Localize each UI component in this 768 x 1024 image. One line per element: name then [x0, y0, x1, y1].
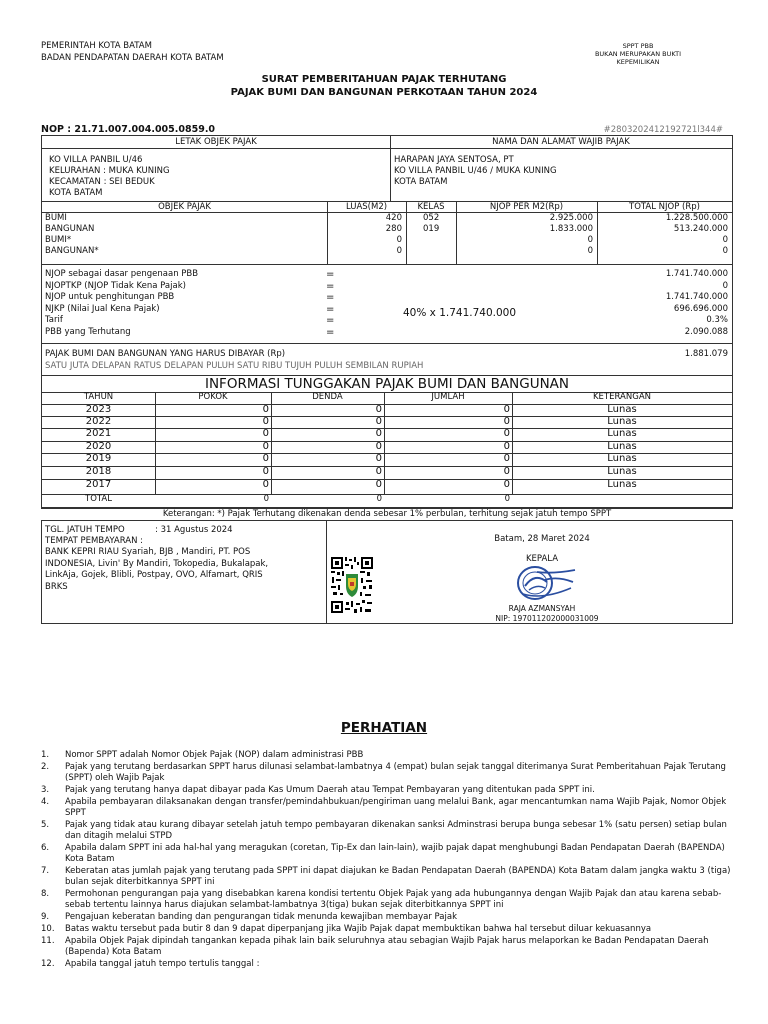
issuer-gov: PEMERINTAH KOTA BATAM — [41, 41, 152, 51]
notice-number: 12. — [41, 959, 55, 969]
col-header: LUAS(M2) — [345, 202, 388, 212]
total-label: TOTAL — [85, 494, 112, 504]
arrears-col-header: TAHUN — [83, 392, 114, 402]
object-address-line: KELURAHAN : MUKA KUNING — [49, 166, 170, 176]
arrears-pokok: 0 — [262, 453, 269, 464]
payable-section — [41, 343, 733, 376]
notice-text: Pengajuan keberatan banding dan pengurangan tidak menunda kewajiban membayar Pajak — [65, 912, 458, 922]
notice-text: Nomor SPPT adalah Nomor Objek Pajak (NOP) dalam administrasi PBB — [65, 750, 364, 760]
payable-label: PAJAK BUMI DAN BANGUNAN YANG HARUS DIBAYAR (Rp) — [45, 349, 286, 359]
notice-text: Apabila dalam SPPT ini ada hal-hal yang meragukan (coretan, Tip-Ex dan lain-lain), wajib pajak dapat menghubungi Badan Pendapatan Daerah (BAPENDA) Kota Batam — [65, 843, 725, 864]
object-njop-m2: 0 — [587, 235, 593, 245]
notice-number: 2. — [41, 762, 50, 772]
calc-label: NJKP (Nilai Jual Kena Pajak) — [45, 303, 160, 314]
due-date-label: TGL. JATUH TEMPO — [45, 525, 125, 535]
arrears-status: Lunas — [607, 479, 637, 490]
arrears-status: Lunas — [607, 466, 637, 477]
arrears-denda: 0 — [375, 466, 382, 477]
arrears-col-header: KETERANGAN — [592, 392, 651, 402]
notice-text: Batas waktu tersebut pada butir 8 dan 9 dapat diperpanjang jika Wajib Pajak dapat membuktikan bahwa hal tersebut diluar kekuasannya — [65, 924, 652, 934]
notice-title: PERHATIAN — [340, 720, 428, 736]
doc-type: SPPT PBB — [622, 42, 654, 50]
calc-value: 696.696.000 — [673, 303, 728, 314]
equals-sign: = — [326, 269, 335, 280]
object-name: BANGUNAN* — [45, 246, 99, 256]
calc-equals — [326, 269, 334, 338]
object-luas: 420 — [385, 213, 402, 223]
object-njop-m2: 2.925.000 — [549, 213, 593, 223]
notice-item — [41, 797, 731, 819]
col-header: TOTAL NJOP (Rp) — [629, 202, 700, 212]
barcode-text: #2803202412192721l344# — [603, 125, 723, 135]
notice-item — [41, 866, 731, 888]
notice-text: Pajak yang tidak atau kurang dibayar setelah jatuh tempo pembayaran dikenakan sanksi Adminstrasi berupa bunga sebesar 1% (satu persen) setiap bulan dan ditagih melalui STPD — [65, 820, 727, 841]
payment-place-line: LinkAja, Gojek, Blibli, Postpay, OVO, Alfamart, QRIS — [45, 570, 263, 580]
arrears-pokok: 0 — [262, 479, 269, 490]
official-nip: NIP: 197011202000031009 — [495, 614, 599, 623]
object-njop-m2: 1.833.000 — [549, 224, 593, 234]
arrears-col-header: DENDA — [312, 392, 343, 402]
object-kelas: 019 — [423, 224, 440, 234]
calc-value: 0 — [722, 280, 728, 291]
arrears-jumlah: 0 — [503, 416, 510, 427]
object-table — [41, 201, 733, 265]
issuer-block — [41, 40, 224, 64]
calc-value: 1.741.740.000 — [665, 269, 728, 279]
arrears-status: Lunas — [607, 441, 637, 452]
arrears-year: 2020 — [85, 441, 112, 452]
notice-item — [41, 843, 731, 865]
notice-item — [41, 820, 731, 842]
equals-sign: = — [326, 292, 335, 303]
arrears-title: INFORMASI TUNGGAKAN PAJAK BUMI DAN BANGUNAN — [204, 376, 570, 392]
calc-label: NJOP untuk penghitungan PBB — [45, 292, 175, 302]
object-address-line: KOTA BATAM — [49, 188, 103, 198]
arrears-pokok: 0 — [262, 416, 269, 427]
taxpayer-line: KOTA BATAM — [394, 177, 448, 187]
document-subtitle: PAJAK BUMI DAN BANGUNAN PERKOTAAN TAHUN 2024 — [230, 87, 538, 98]
arrears-pokok: 0 — [262, 466, 269, 477]
object-address-line: KECAMATAN : SEI BEDUK — [49, 177, 155, 187]
arrears-jumlah: 0 — [503, 479, 510, 490]
notice-number: 6. — [41, 843, 50, 853]
object-name: BANGUNAN — [45, 224, 95, 234]
issuer-agency: BADAN PENDAPATAN DAERAH KOTA BATAM — [41, 53, 224, 63]
arrears-year: 2017 — [85, 479, 112, 490]
notice-number: 5. — [41, 820, 50, 830]
notice-text: Apabila Objek Pajak dipindah tangankan kepada pihak lain baik seluruhnya atau sebagian Wajib Pajak harus melaporkan ke Badan Pendapatan Daerah (Bapenda) Kota Batam — [65, 936, 709, 957]
payment-place-line: BRKS — [45, 581, 68, 592]
official-position: KEPALA — [525, 554, 559, 564]
calc-values — [597, 269, 728, 338]
arrears-col-header: JUMLAH — [431, 392, 465, 402]
notice-text: Apabila tanggal jatuh tempo tertulis tanggal : — [65, 959, 260, 969]
object-total: 513.240.000 — [673, 224, 728, 234]
qr-code-icon — [330, 556, 374, 614]
notice-number: 9. — [41, 912, 50, 922]
total-denda: 0 — [376, 494, 382, 504]
location-section — [41, 135, 733, 202]
object-address-line: KO VILLA PANBIL U/46 — [49, 155, 143, 165]
notice-item — [41, 936, 731, 958]
payable-in-words: SATU JUTA DELAPAN RATUS DELAPAN PULUH SATU RIBU TUJUH PULUH SEMBILAN RUPIAH — [45, 361, 424, 371]
arrears-status: Lunas — [607, 416, 637, 427]
taxpayer-address — [394, 155, 557, 188]
arrears-year: 2019 — [85, 453, 112, 464]
notice-text: Pajak yang terutang hanya dapat dibayar pada Kas Umum Daerah atau Tempat Pembayaran yang ditentukan pada SPPT ini. — [65, 785, 595, 795]
notice-text: Keberatan atas jumlah pajak yang terutang pada SPPT ini dapat diajukan ke Badan Pendapatan Daerah (BAPENDA) Kota Batam dalam jangka waktu 3 (tiga) bulan sejak diterbitkannya SPPT ini — [65, 866, 731, 887]
taxpayer-line: KO VILLA PANBIL U/46 / MUKA KUNING — [394, 166, 557, 176]
object-total: 0 — [722, 246, 728, 256]
official-stamp-icon — [515, 564, 579, 602]
notice-list — [41, 750, 731, 971]
object-luas: 0 — [396, 235, 402, 245]
calc-labels — [45, 269, 198, 338]
notice-number: 11. — [41, 936, 55, 946]
object-name: BUMI* — [45, 235, 72, 245]
arrears-pokok: 0 — [262, 404, 269, 415]
equals-sign: = — [326, 280, 335, 292]
nop-number: NOP : 21.71.007.004.005.0859.0 — [41, 124, 216, 135]
calc-label: NJOPTKP (NJOP Tidak Kena Pajak) — [45, 280, 186, 291]
equals-sign: = — [326, 303, 335, 315]
arrears-jumlah: 0 — [503, 441, 510, 452]
arrears-jumlah: 0 — [503, 466, 510, 477]
calc-value: 0.3% — [706, 315, 728, 325]
notice-item — [41, 924, 731, 935]
notice-number: 7. — [41, 866, 50, 876]
notice-item — [41, 959, 731, 970]
arrears-jumlah: 0 — [503, 404, 510, 415]
payment-place-label: TEMPAT PEMBAYARAN : — [45, 536, 143, 546]
arrears-jumlah: 0 — [503, 428, 510, 439]
notice-text: Apabila pembayaran dilaksanakan dengan transfer/pemindahbukuan/pengiriman uang melalui Bank, agar mencantumkan nama Wajib Pajak, Nomor Objek SPPT — [65, 797, 727, 818]
object-location-header: LETAK OBJEK PAJAK — [175, 137, 257, 147]
col-header: KELAS — [417, 202, 445, 212]
arrears-status: Lunas — [607, 453, 637, 464]
arrears-year: 2018 — [85, 466, 112, 477]
object-total: 0 — [722, 235, 728, 245]
city-date: Batam, 28 Maret 2024 — [494, 534, 590, 544]
col-header: OBJEK PAJAK — [158, 202, 211, 212]
notice-number: 4. — [41, 797, 50, 807]
arrears-denda: 0 — [375, 441, 382, 452]
col-header: NJOP PER M2(Rp) — [489, 202, 564, 212]
due-date-value: : 31 Agustus 2024 — [155, 525, 233, 535]
total-jumlah: 0 — [504, 494, 510, 504]
object-name: BUMI — [45, 213, 67, 223]
payment-place-line: BANK KEPRI RIAU Syariah, BJB , Mandiri, PT. POS — [45, 547, 251, 557]
notice-item — [41, 912, 731, 923]
taxpayer-line: HARAPAN JAYA SENTOSA, PT — [394, 155, 514, 165]
arrears-col-header: POKOK — [198, 392, 228, 402]
arrears-denda: 0 — [375, 404, 382, 415]
document-title: SURAT PEMBERITAHUAN PAJAK TERHUTANG — [261, 74, 507, 85]
object-address — [49, 155, 170, 199]
arrears-year: 2022 — [85, 416, 112, 427]
notice-number: 3. — [41, 785, 50, 795]
arrears-status: Lunas — [607, 404, 637, 415]
arrears-status: Lunas — [607, 428, 637, 439]
taxpayer-header: NAMA DAN ALAMAT WAJIB PAJAK — [492, 137, 630, 147]
official-name: RAJA AZMANSYAH — [508, 604, 576, 613]
notice-number: 10. — [41, 924, 55, 934]
arrears-denda: 0 — [375, 428, 382, 439]
notice-number: 1. — [41, 750, 50, 760]
penalty-note: Keterangan: *) Pajak Terhutang dikenakan denda sebesar 1% perbulan, terhitung sejak jatuh tempo SPPT — [162, 509, 612, 519]
arrears-denda: 0 — [375, 453, 382, 464]
object-luas: 0 — [396, 246, 402, 256]
njkp-formula: 40% x 1.741.740.000 — [403, 307, 517, 319]
arrears-year: 2021 — [85, 428, 112, 439]
object-njop-m2: 0 — [587, 246, 593, 256]
object-total: 1.228.500.000 — [665, 213, 728, 223]
payable-amount: 1.881.079 — [684, 349, 728, 359]
notice-item — [41, 785, 731, 796]
calc-value: 1.741.740.000 — [665, 292, 728, 302]
doc-note: BUKAN MERUPAKAN BUKTI KEPEMILIKAN — [594, 50, 682, 66]
notice-text: Permohonan pengurangan paja yang disebabkan karena kondisi tertentu Objek Pajak yang ada hubungannya dengan Wajib Pajak dan atau karena sebab- sebab tertentu lainnya harus diajukan selambat-lambatnya 3(tiga) bukan sejak diterbitkannya SPPT ini — [65, 889, 722, 910]
notice-number: 8. — [41, 889, 50, 899]
object-kelas: 052 — [423, 213, 440, 223]
footer-section — [41, 520, 733, 624]
equals-sign: = — [326, 315, 335, 326]
notice-item — [41, 762, 731, 784]
arrears-denda: 0 — [375, 416, 382, 427]
notice-item — [41, 750, 731, 761]
payment-places — [45, 547, 268, 593]
calc-label: Tarif — [45, 315, 63, 325]
payment-place-line: INDONESIA, Livin' By Mandiri, Tokopedia, Bukalapak, — [45, 558, 269, 569]
arrears-jumlah: 0 — [503, 453, 510, 464]
calc-label: NJOP sebagai dasar pengenaan PBB — [45, 269, 199, 279]
notice-item — [41, 889, 731, 911]
arrears-pokok: 0 — [262, 428, 269, 439]
calc-value: 2.090.088 — [684, 326, 728, 337]
total-pokok: 0 — [263, 494, 269, 504]
calculation-section — [41, 264, 733, 344]
arrears-section — [41, 375, 733, 509]
object-luas: 280 — [385, 224, 402, 234]
calc-label: PBB yang Terhutang — [45, 326, 131, 337]
notice-text: Pajak yang terutang berdasarkan SPPT harus dilunasi selambat-lambatnya 4 (empat) bulan sejak tanggal diterimanya Surat Pemberitahuan Pajak Terutang (SPPT) oleh Wajib Pajak — [65, 762, 726, 783]
arrears-pokok: 0 — [262, 441, 269, 452]
equals-sign: = — [326, 326, 335, 338]
arrears-denda: 0 — [375, 479, 382, 490]
doc-type-block — [578, 42, 698, 66]
arrears-year: 2023 — [85, 404, 112, 415]
